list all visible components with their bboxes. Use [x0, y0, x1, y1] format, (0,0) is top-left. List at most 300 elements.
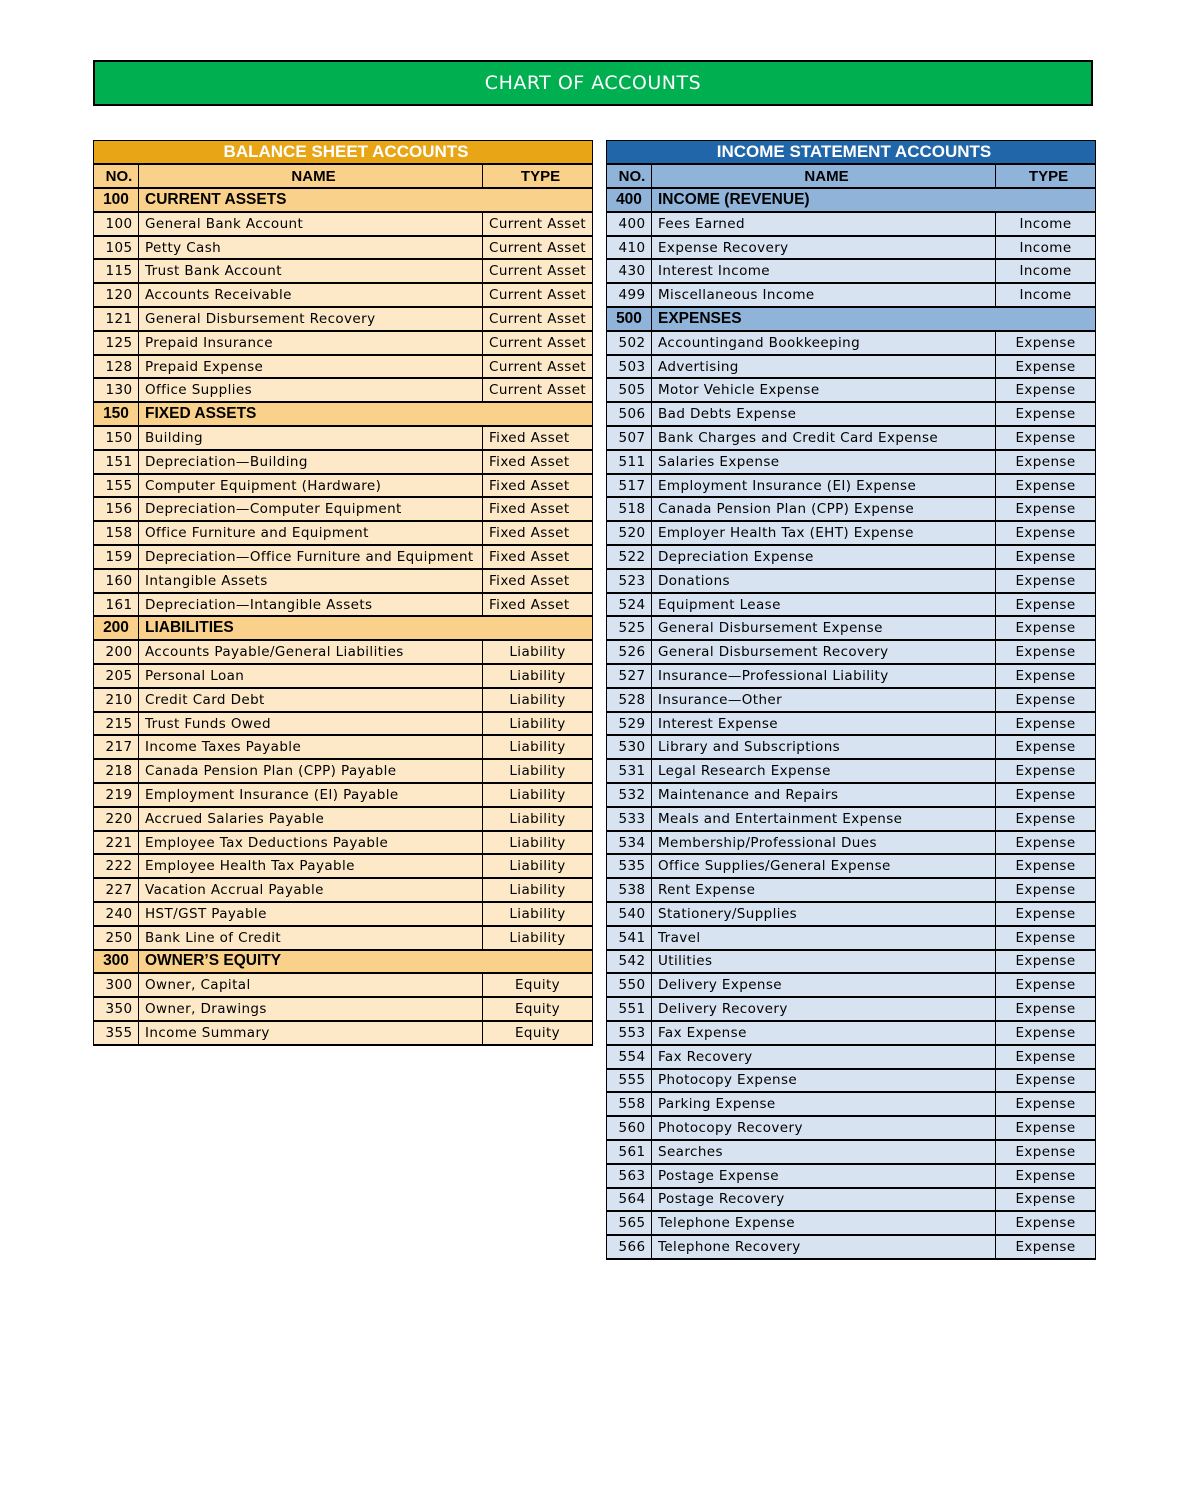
table-row	[94, 807, 593, 831]
account-name: Employee Health Tax Payable	[139, 854, 483, 878]
account-type: Fixed Asset	[483, 521, 593, 545]
account-type: Fixed Asset	[483, 497, 593, 521]
table-row	[607, 378, 1096, 402]
account-type: Expense	[996, 688, 1096, 712]
account-type: Expense	[996, 902, 1096, 926]
account-number: 217	[94, 735, 139, 759]
account-number: 551	[607, 997, 652, 1021]
account-type: Expense	[996, 926, 1096, 950]
section-number: 100	[94, 188, 139, 212]
account-number: 529	[607, 712, 652, 736]
account-type: Expense	[996, 640, 1096, 664]
account-name: Stationery/Supplies	[652, 902, 996, 926]
account-number: 507	[607, 426, 652, 450]
table-row	[94, 426, 593, 450]
account-name: Telephone Expense	[652, 1211, 996, 1235]
account-number: 531	[607, 759, 652, 783]
account-name: Salaries Expense	[652, 450, 996, 474]
account-type: Current Asset	[483, 355, 593, 379]
account-type: Expense	[996, 831, 1096, 855]
account-number: 400	[607, 212, 652, 236]
account-type: Expense	[996, 1045, 1096, 1069]
account-name: Utilities	[652, 950, 996, 974]
account-number: 220	[94, 807, 139, 831]
section-name: INCOME (REVENUE)	[652, 188, 1096, 212]
table-row	[607, 1116, 1096, 1140]
account-type: Fixed Asset	[483, 569, 593, 593]
account-name: Delivery Recovery	[652, 997, 996, 1021]
table-row	[607, 1140, 1096, 1164]
section-number: 500	[607, 307, 652, 331]
table-row	[94, 1021, 593, 1045]
account-type: Liability	[483, 854, 593, 878]
table-row	[94, 759, 593, 783]
section-number: 400	[607, 188, 652, 212]
account-name: Income Summary	[139, 1021, 483, 1045]
account-type: Expense	[996, 521, 1096, 545]
table-row	[607, 902, 1096, 926]
account-number: 527	[607, 664, 652, 688]
account-number: 499	[607, 283, 652, 307]
account-number: 221	[94, 831, 139, 855]
account-number: 565	[607, 1211, 652, 1235]
account-name: Donations	[652, 569, 996, 593]
account-name: Photocopy Expense	[652, 1069, 996, 1093]
account-number: 160	[94, 569, 139, 593]
account-type: Expense	[996, 355, 1096, 379]
section-number: 300	[94, 950, 139, 974]
account-number: 566	[607, 1235, 652, 1259]
account-number: 553	[607, 1021, 652, 1045]
account-number: 550	[607, 973, 652, 997]
page-title: CHART OF ACCOUNTS	[93, 60, 1093, 106]
account-type: Income	[996, 212, 1096, 236]
table-row	[607, 831, 1096, 855]
account-number: 535	[607, 854, 652, 878]
account-type: Expense	[996, 1164, 1096, 1188]
section-number: 150	[94, 402, 139, 426]
account-type: Expense	[996, 593, 1096, 617]
account-name: Employee Tax Deductions Payable	[139, 831, 483, 855]
account-name: Credit Card Debt	[139, 688, 483, 712]
account-name: Postage Expense	[652, 1164, 996, 1188]
section-name: CURRENT ASSETS	[139, 188, 593, 212]
account-type: Expense	[996, 450, 1096, 474]
account-type: Equity	[483, 973, 593, 997]
account-name: Postage Recovery	[652, 1188, 996, 1212]
account-name: Accountingand Bookkeeping	[652, 331, 996, 355]
account-name: Depreciation—Computer Equipment	[139, 497, 483, 521]
table-row	[94, 664, 593, 688]
table-row	[94, 712, 593, 736]
account-name: Employer Health Tax (EHT) Expense	[652, 521, 996, 545]
account-number: 156	[94, 497, 139, 521]
section-header-row	[94, 616, 593, 640]
table-row	[607, 807, 1096, 831]
account-name: General Disbursement Expense	[652, 616, 996, 640]
table-row	[94, 521, 593, 545]
account-number: 158	[94, 521, 139, 545]
account-type: Fixed Asset	[483, 474, 593, 498]
table-row	[607, 236, 1096, 260]
account-type: Expense	[996, 878, 1096, 902]
account-type: Liability	[483, 926, 593, 950]
account-type: Expense	[996, 712, 1096, 736]
account-name: Photocopy Recovery	[652, 1116, 996, 1140]
account-number: 538	[607, 878, 652, 902]
account-number: 240	[94, 902, 139, 926]
table-row	[607, 212, 1096, 236]
section-name: FIXED ASSETS	[139, 402, 593, 426]
table-row	[94, 735, 593, 759]
account-number: 205	[94, 664, 139, 688]
account-type: Expense	[996, 807, 1096, 831]
table-row	[607, 640, 1096, 664]
table-row	[607, 450, 1096, 474]
account-number: 159	[94, 545, 139, 569]
account-type: Current Asset	[483, 212, 593, 236]
account-name: Depreciation—Building	[139, 450, 483, 474]
account-name: Interest Expense	[652, 712, 996, 736]
account-type: Expense	[996, 1069, 1096, 1093]
account-name: Computer Equipment (Hardware)	[139, 474, 483, 498]
account-name: Accounts Payable/General Liabilities	[139, 640, 483, 664]
account-type: Liability	[483, 759, 593, 783]
account-type: Liability	[483, 902, 593, 926]
account-type: Liability	[483, 878, 593, 902]
table-row	[94, 593, 593, 617]
account-number: 534	[607, 831, 652, 855]
account-number: 525	[607, 616, 652, 640]
account-number: 530	[607, 735, 652, 759]
account-number: 561	[607, 1140, 652, 1164]
table-row	[607, 521, 1096, 545]
account-name: Depreciation—Office Furniture and Equipment	[139, 545, 483, 569]
section-name: OWNER’S EQUITY	[139, 950, 593, 974]
table-row	[607, 926, 1096, 950]
table-row	[94, 926, 593, 950]
account-name: HST/GST Payable	[139, 902, 483, 926]
account-name: Canada Pension Plan (CPP) Expense	[652, 497, 996, 521]
account-number: 540	[607, 902, 652, 926]
income-statement-heading: INCOME STATEMENT ACCOUNTS	[607, 141, 1096, 165]
account-number: 100	[94, 212, 139, 236]
account-name: Depreciation—Intangible Assets	[139, 593, 483, 617]
account-number: 502	[607, 331, 652, 355]
column-header-name: NAME	[139, 164, 483, 188]
account-type: Expense	[996, 664, 1096, 688]
account-type: Expense	[996, 1021, 1096, 1045]
table-row	[607, 688, 1096, 712]
account-type: Expense	[996, 973, 1096, 997]
account-name: Travel	[652, 926, 996, 950]
account-number: 227	[94, 878, 139, 902]
account-number: 210	[94, 688, 139, 712]
table-row	[607, 712, 1096, 736]
table-row	[607, 1211, 1096, 1235]
account-number: 219	[94, 783, 139, 807]
table-row	[94, 854, 593, 878]
account-type: Income	[996, 236, 1096, 260]
table-row	[607, 664, 1096, 688]
account-number: 410	[607, 236, 652, 260]
account-number: 218	[94, 759, 139, 783]
account-type: Expense	[996, 402, 1096, 426]
table-row	[94, 331, 593, 355]
account-name: Expense Recovery	[652, 236, 996, 260]
account-name: Canada Pension Plan (CPP) Payable	[139, 759, 483, 783]
account-type: Expense	[996, 497, 1096, 521]
account-name: Parking Expense	[652, 1092, 996, 1116]
account-name: Owner, Capital	[139, 973, 483, 997]
table-row	[94, 497, 593, 521]
table-row	[607, 735, 1096, 759]
table-row	[607, 593, 1096, 617]
account-number: 564	[607, 1188, 652, 1212]
account-number: 125	[94, 331, 139, 355]
account-type: Expense	[996, 378, 1096, 402]
account-type: Expense	[996, 1211, 1096, 1235]
account-type: Current Asset	[483, 236, 593, 260]
account-name: Telephone Recovery	[652, 1235, 996, 1259]
account-type: Fixed Asset	[483, 593, 593, 617]
account-type: Expense	[996, 545, 1096, 569]
table-row	[94, 307, 593, 331]
section-header-row	[94, 188, 593, 212]
account-name: Intangible Assets	[139, 569, 483, 593]
column-header-no: NO.	[94, 164, 139, 188]
table-row	[607, 1188, 1096, 1212]
account-number: 430	[607, 259, 652, 283]
table-row	[94, 378, 593, 402]
account-name: Equipment Lease	[652, 593, 996, 617]
account-type: Liability	[483, 712, 593, 736]
balance-sheet-table	[93, 140, 593, 1046]
table-row	[94, 783, 593, 807]
account-name: Bank Charges and Credit Card Expense	[652, 426, 996, 450]
account-name: General Disbursement Recovery	[139, 307, 483, 331]
account-number: 503	[607, 355, 652, 379]
account-type: Current Asset	[483, 378, 593, 402]
account-number: 518	[607, 497, 652, 521]
account-number: 542	[607, 950, 652, 974]
account-number: 222	[94, 854, 139, 878]
account-type: Current Asset	[483, 307, 593, 331]
account-name: Office Supplies/General Expense	[652, 854, 996, 878]
account-number: 511	[607, 450, 652, 474]
income-statement-table	[606, 140, 1096, 1260]
account-type: Current Asset	[483, 283, 593, 307]
account-number: 558	[607, 1092, 652, 1116]
account-type: Expense	[996, 616, 1096, 640]
account-name: Insurance—Other	[652, 688, 996, 712]
account-number: 128	[94, 355, 139, 379]
column-header-name: NAME	[652, 164, 996, 188]
account-type: Equity	[483, 1021, 593, 1045]
table-row	[607, 973, 1096, 997]
table-row	[607, 854, 1096, 878]
table-row	[94, 640, 593, 664]
account-name: Petty Cash	[139, 236, 483, 260]
table-row	[607, 1021, 1096, 1045]
column-header-type: TYPE	[996, 164, 1096, 188]
table-row	[94, 259, 593, 283]
account-name: Prepaid Insurance	[139, 331, 483, 355]
section-header-row	[607, 188, 1096, 212]
account-name: Employment Insurance (EI) Expense	[652, 474, 996, 498]
balance-sheet-heading: BALANCE SHEET ACCOUNTS	[94, 141, 593, 165]
account-name: Depreciation Expense	[652, 545, 996, 569]
account-type: Liability	[483, 807, 593, 831]
account-number: 526	[607, 640, 652, 664]
table-row	[607, 355, 1096, 379]
account-number: 105	[94, 236, 139, 260]
account-name: Building	[139, 426, 483, 450]
account-number: 151	[94, 450, 139, 474]
table-row	[94, 355, 593, 379]
table-row	[94, 902, 593, 926]
account-name: Searches	[652, 1140, 996, 1164]
account-number: 161	[94, 593, 139, 617]
table-row	[94, 545, 593, 569]
table-row	[607, 1045, 1096, 1069]
table-row	[607, 1164, 1096, 1188]
account-number: 541	[607, 926, 652, 950]
account-name: Advertising	[652, 355, 996, 379]
account-type: Expense	[996, 1235, 1096, 1259]
account-number: 121	[94, 307, 139, 331]
account-number: 200	[94, 640, 139, 664]
table-row	[94, 831, 593, 855]
account-type: Expense	[996, 426, 1096, 450]
account-number: 520	[607, 521, 652, 545]
account-name: Insurance—Professional Liability	[652, 664, 996, 688]
account-number: 532	[607, 783, 652, 807]
table-row	[607, 259, 1096, 283]
account-type: Expense	[996, 759, 1096, 783]
table-row	[607, 331, 1096, 355]
account-name: General Bank Account	[139, 212, 483, 236]
account-type: Expense	[996, 569, 1096, 593]
account-type: Liability	[483, 664, 593, 688]
account-type: Expense	[996, 1140, 1096, 1164]
table-row	[94, 878, 593, 902]
table-row	[94, 212, 593, 236]
account-name: Fax Recovery	[652, 1045, 996, 1069]
section-name: LIABILITIES	[139, 616, 593, 640]
account-type: Fixed Asset	[483, 545, 593, 569]
account-number: 355	[94, 1021, 139, 1045]
table-row	[94, 450, 593, 474]
account-number: 350	[94, 997, 139, 1021]
account-number: 150	[94, 426, 139, 450]
table-row	[94, 236, 593, 260]
section-header-row	[94, 402, 593, 426]
account-number: 555	[607, 1069, 652, 1093]
account-type: Expense	[996, 950, 1096, 974]
account-name: Vacation Accrual Payable	[139, 878, 483, 902]
table-row	[607, 497, 1096, 521]
account-type: Income	[996, 283, 1096, 307]
account-type: Expense	[996, 1092, 1096, 1116]
account-number: 506	[607, 402, 652, 426]
table-row	[607, 997, 1096, 1021]
account-type: Liability	[483, 831, 593, 855]
account-type: Equity	[483, 997, 593, 1021]
account-name: Accounts Receivable	[139, 283, 483, 307]
account-name: Legal Research Expense	[652, 759, 996, 783]
account-number: 300	[94, 973, 139, 997]
section-header-row	[94, 950, 593, 974]
account-type: Liability	[483, 783, 593, 807]
account-name: Maintenance and Repairs	[652, 783, 996, 807]
account-number: 554	[607, 1045, 652, 1069]
account-number: 115	[94, 259, 139, 283]
account-type: Expense	[996, 474, 1096, 498]
table-row	[607, 1235, 1096, 1259]
account-number: 560	[607, 1116, 652, 1140]
table-row	[607, 616, 1096, 640]
account-name: Trust Bank Account	[139, 259, 483, 283]
table-row	[607, 1069, 1096, 1093]
account-name: Membership/Professional Dues	[652, 831, 996, 855]
account-name: Employment Insurance (EI) Payable	[139, 783, 483, 807]
account-type: Fixed Asset	[483, 426, 593, 450]
account-name: Fees Earned	[652, 212, 996, 236]
account-number: 522	[607, 545, 652, 569]
table-row	[607, 569, 1096, 593]
table-row	[94, 997, 593, 1021]
account-number: 155	[94, 474, 139, 498]
account-name: Personal Loan	[139, 664, 483, 688]
account-name: Bank Line of Credit	[139, 926, 483, 950]
table-row	[607, 283, 1096, 307]
table-row	[607, 402, 1096, 426]
account-name: Accrued Salaries Payable	[139, 807, 483, 831]
account-type: Expense	[996, 1116, 1096, 1140]
table-row	[607, 545, 1096, 569]
table-row	[607, 474, 1096, 498]
account-number: 120	[94, 283, 139, 307]
account-type: Expense	[996, 1188, 1096, 1212]
account-number: 505	[607, 378, 652, 402]
section-header-row	[607, 307, 1096, 331]
account-number: 523	[607, 569, 652, 593]
account-type: Fixed Asset	[483, 450, 593, 474]
section-name: EXPENSES	[652, 307, 1096, 331]
account-name: Fax Expense	[652, 1021, 996, 1045]
column-header-no: NO.	[607, 164, 652, 188]
table-row	[607, 1092, 1096, 1116]
account-name: Rent Expense	[652, 878, 996, 902]
account-type: Liability	[483, 735, 593, 759]
account-name: Income Taxes Payable	[139, 735, 483, 759]
account-name: Office Supplies	[139, 378, 483, 402]
account-number: 130	[94, 378, 139, 402]
account-number: 563	[607, 1164, 652, 1188]
table-row	[607, 759, 1096, 783]
table-row	[94, 688, 593, 712]
account-type: Expense	[996, 735, 1096, 759]
table-row	[607, 878, 1096, 902]
account-type: Current Asset	[483, 331, 593, 355]
account-name: Motor Vehicle Expense	[652, 378, 996, 402]
account-type: Expense	[996, 331, 1096, 355]
account-name: Miscellaneous Income	[652, 283, 996, 307]
table-row	[94, 474, 593, 498]
table-row	[94, 569, 593, 593]
account-number: 250	[94, 926, 139, 950]
